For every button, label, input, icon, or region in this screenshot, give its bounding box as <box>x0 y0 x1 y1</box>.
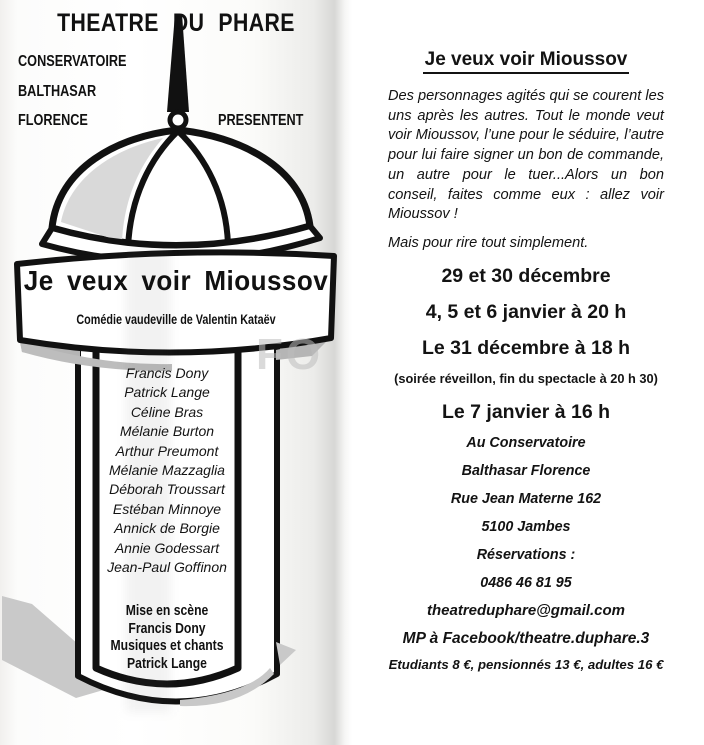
credit-line: Francis Dony <box>128 620 206 637</box>
cast-member: Annie Godessart <box>114 539 220 556</box>
cast-member: Céline Bras <box>130 403 204 420</box>
poster-presenter-line-3: FLORENCE <box>18 112 88 129</box>
cast-member: Mélanie Burton <box>119 423 215 440</box>
contact-email: theatreduphare@gmail.com <box>426 601 625 619</box>
credit-line: Patrick Lange <box>127 655 207 672</box>
credit-line: Musiques et chants <box>110 638 224 654</box>
show-description: Des personnages agités qui se courent les uns après les autres. Tout le monde veut voir Mioussov, l’une pour le séduire, l’autre pour lui faire signer un bon de commande, un autre pour le tuer...Alors un bon conseil, faites comme eux : allez voir Mioussov ! <box>388 88 664 223</box>
poster-presenter-line-1: CONSERVATOIRE <box>18 53 127 70</box>
venue-line-4: 5100 Jambes <box>481 518 571 535</box>
poster-presenter-line-2: BALTHASAR <box>18 83 97 100</box>
reservation-phone: 0486 46 81 95 <box>480 574 572 591</box>
credit-line: Mise en scène <box>125 603 209 619</box>
show-date-4: Le 7 janvier à 16 h <box>441 400 610 423</box>
venue-line-3: Rue Jean Materne 162 <box>450 490 602 507</box>
show-date-2: 4, 5 et 6 janvier à 20 h <box>425 300 627 323</box>
ticket-prices: Etudiants 8 €, pensionnés 13 €, adultes 16 € <box>388 656 664 672</box>
details-column <box>388 48 664 673</box>
cast-member: Jean-Paul Goffinon <box>107 559 227 576</box>
cast-member: Arthur Preumont <box>115 442 219 459</box>
show-tagline: Mais pour rire tout simplement. <box>388 234 589 251</box>
spire-knob <box>170 112 186 128</box>
cast-member: Mélanie Mazzaglia <box>109 462 225 479</box>
poster-theatre-name: THEATRE DU PHARE <box>57 9 295 37</box>
scan-watermark: FO <box>256 330 324 379</box>
details-title <box>388 48 664 74</box>
details-title-text: Je veux voir Mioussov <box>423 48 630 74</box>
credits-block <box>107 603 226 673</box>
facebook-contact: MP à Facebook/theatre.duphare.3 <box>402 629 650 647</box>
venue-line-2: Balthasar Florence <box>461 462 591 479</box>
reservations-label: Réservations : <box>476 546 576 563</box>
show-date-note: (soirée réveillon, fin du spectacle à 20 h 30) <box>394 370 658 386</box>
venue-line-1: Au Conservatoire <box>466 434 586 451</box>
cast-member: Estéban Minnoye <box>112 500 222 517</box>
show-date-3: Le 31 décembre à 18 h <box>421 336 631 359</box>
poster-show-title: Je veux voir Mioussov <box>23 265 329 296</box>
poster-present-label: PRESENTENT <box>218 112 304 129</box>
cast-member: Déborah Troussart <box>109 481 225 498</box>
cast-member: Patrick Lange <box>124 384 210 401</box>
cast-member: Francis Dony <box>125 365 209 381</box>
cast-list <box>96 364 238 577</box>
show-date-1: 29 et 30 décembre <box>441 264 611 287</box>
poster-show-subtitle: Comédie vaudeville de Valentin Kataëv <box>76 312 276 327</box>
cast-member: Annick de Borgie <box>114 520 220 537</box>
